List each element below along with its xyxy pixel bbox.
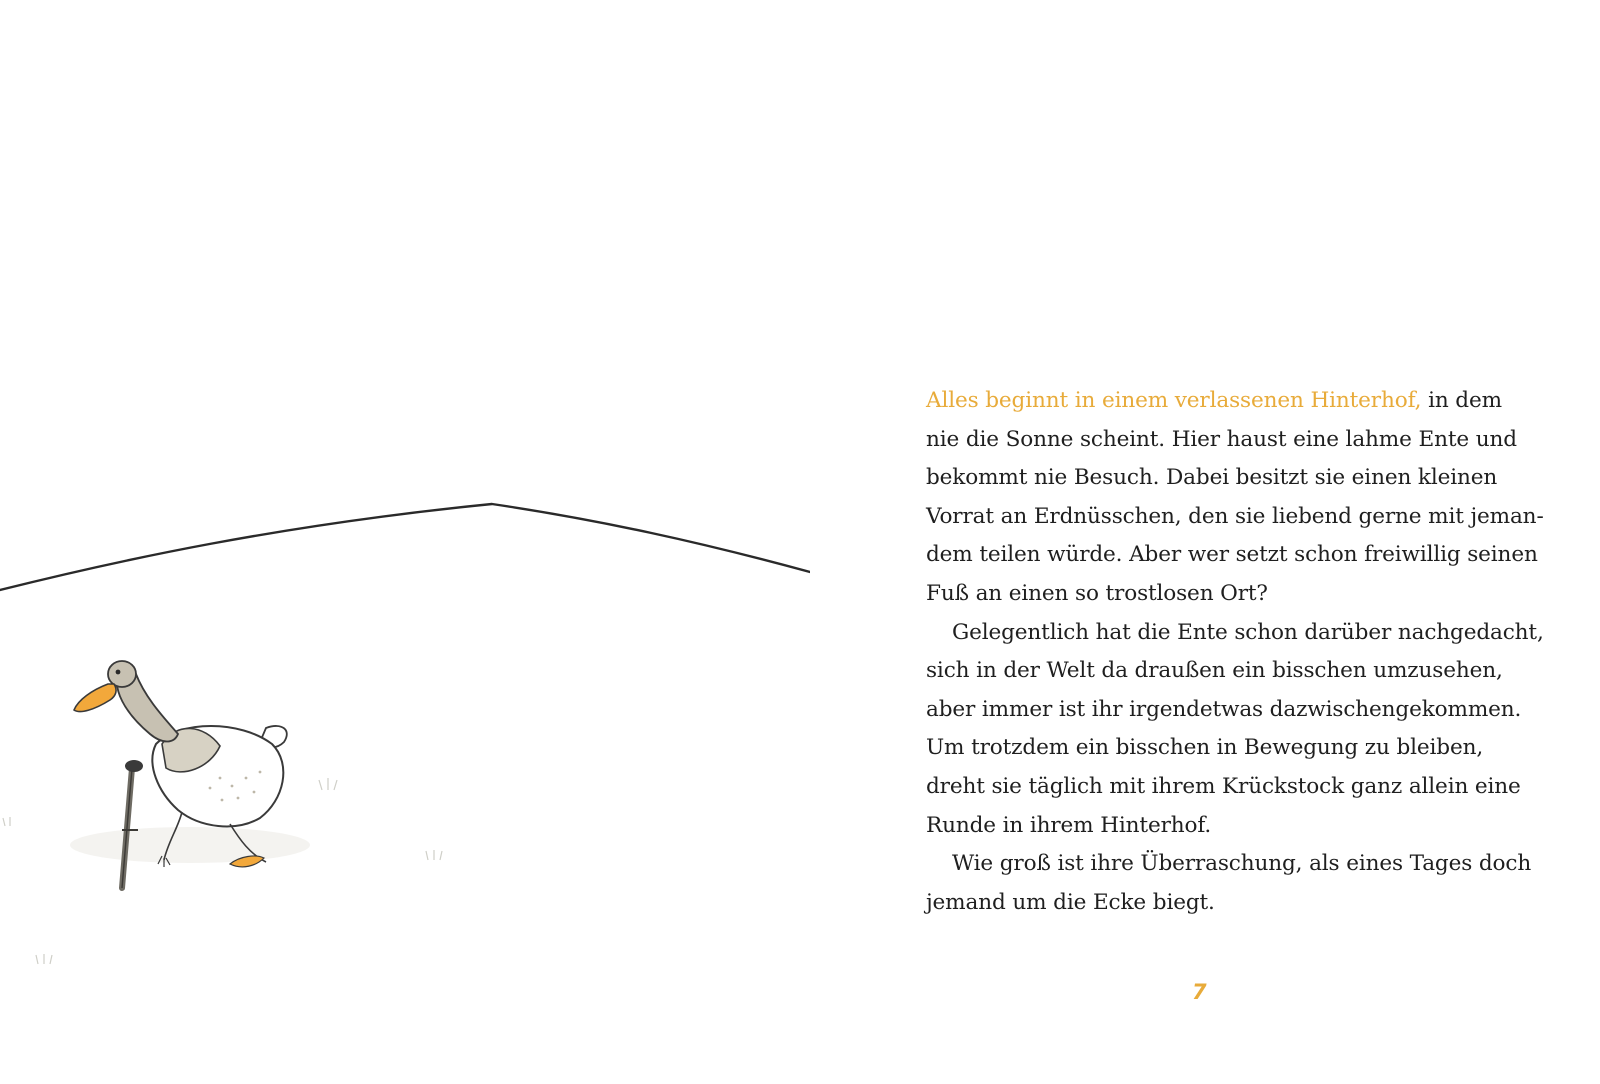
text-line: aber immer ist ihr irgendetwas dazwischengekommen. [926, 696, 1522, 722]
text-line: Fuß an einen so trostlosen Ort? [926, 580, 1268, 606]
text-line: dreht sie täglich mit ihrem Krückstock ganz allein eine [926, 773, 1521, 799]
ground-shadow [70, 827, 310, 863]
text-line: sich in der Welt da draußen ein bisschen umzusehen, [926, 658, 1503, 684]
text-line: nie die Sonne scheint. Hier haust eine lahme Ente und [926, 426, 1517, 452]
text-line: dem teilen würde. Aber wer setzt schon freiwillig seinen [926, 542, 1538, 568]
text-fragment: in dem [1421, 388, 1502, 413]
text-line: Wie groß ist ihre Überraschung, als eines Tages doch [952, 851, 1532, 877]
paragraph-1 [926, 382, 1544, 614]
text-line: Gelegentlich hat die Ente schon darüber nachgedacht, [952, 619, 1544, 645]
text-line: Um trotzdem ein bisschen in Bewegung zu bleiben, [926, 735, 1484, 761]
illustration [0, 480, 810, 1000]
text-line: Vorrat an Erdnüsschen, den sie liebend gerne mit jeman- [926, 503, 1544, 529]
text-line [926, 382, 1502, 421]
paragraph-3 [926, 845, 1532, 922]
paragraph-2 [926, 614, 1544, 846]
story-text [926, 382, 1544, 922]
text-line: bekommt nie Besuch. Dabei besitzt sie einen kleinen [926, 465, 1498, 491]
text-line: jemand um die Ecke biegt. [926, 889, 1215, 915]
opening-phrase: Alles beginnt in einem verlassenen Hinterhof, [926, 388, 1422, 413]
roof-line [0, 504, 810, 590]
text-line: Runde in ihrem Hinterhof. [926, 812, 1212, 838]
page-number: 7 [1192, 980, 1207, 1004]
